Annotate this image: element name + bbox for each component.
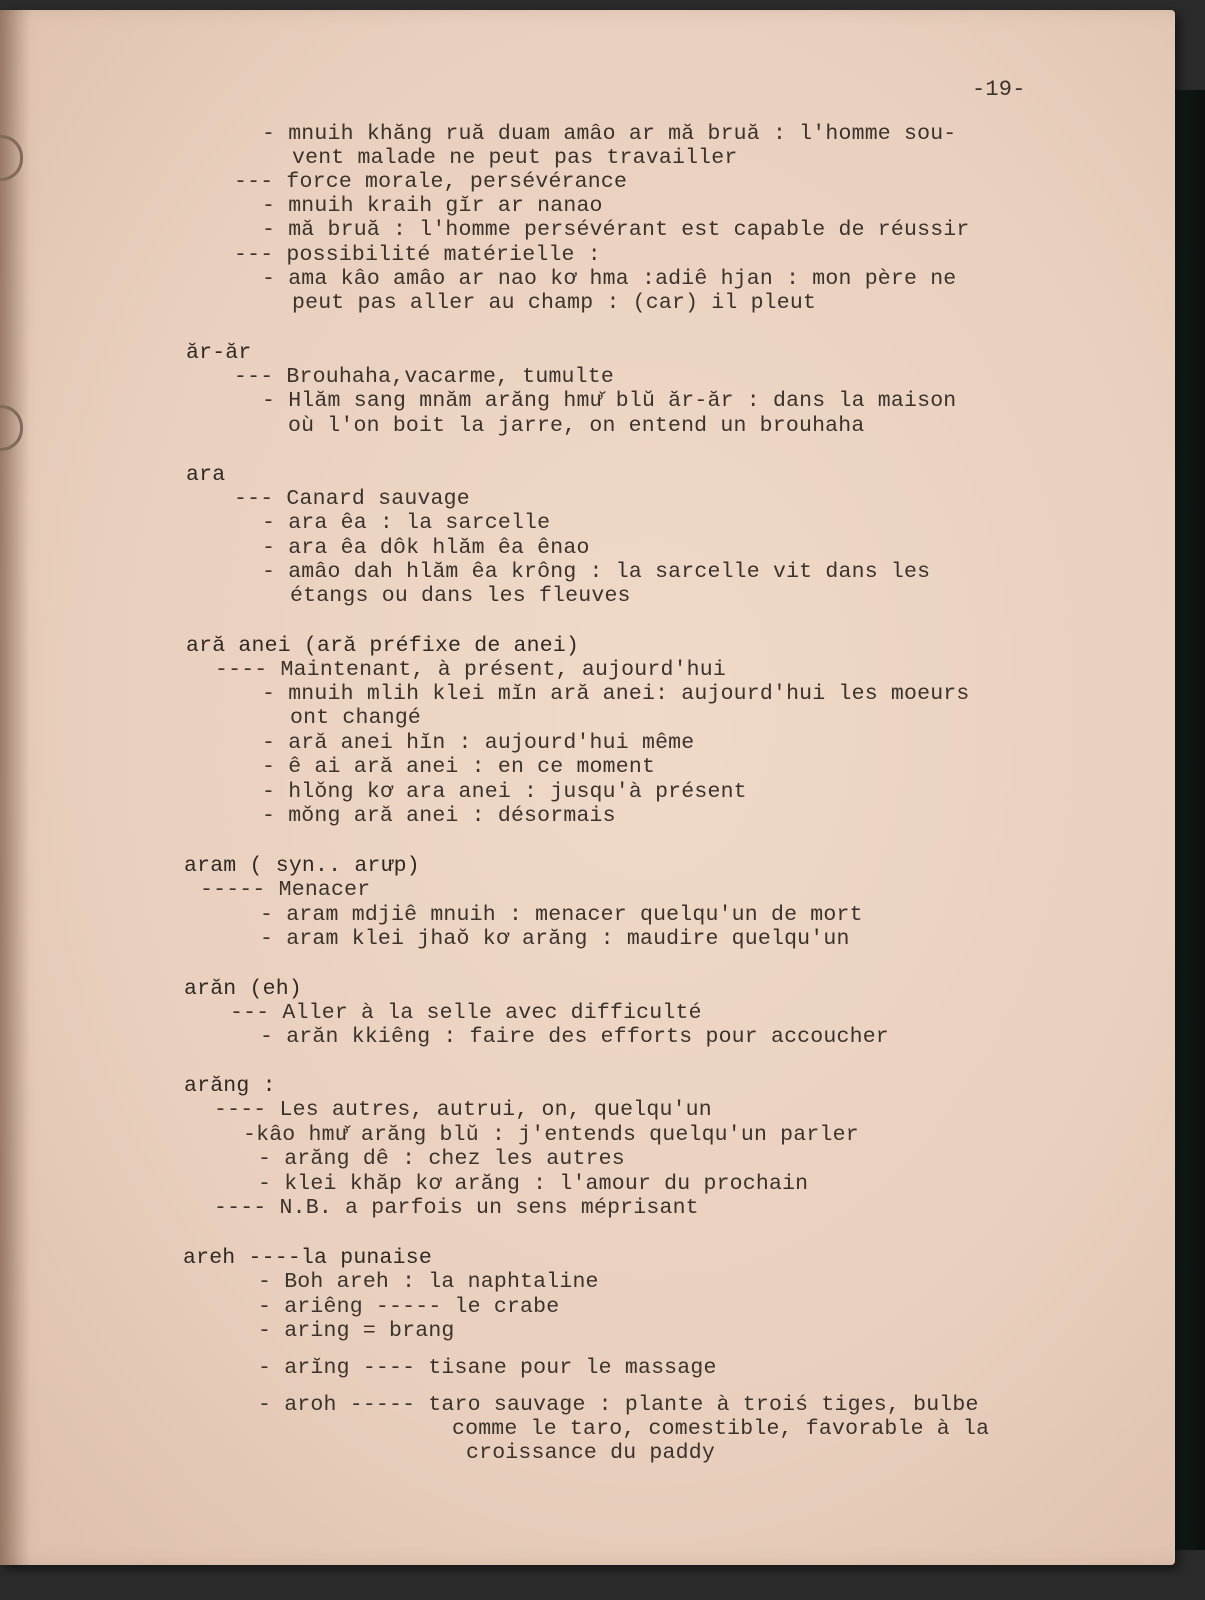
example-line: - ară anei hĭn : aujourd'hui même [262, 731, 695, 755]
example-continuation: étangs ou dans les fleuves [290, 584, 631, 608]
example-line: - amâo dah hlăm êa krông : la sarcelle vit dans les [262, 560, 931, 584]
definition-line: --- possibilité matérielle : [234, 243, 601, 267]
definition-line: ---- Maintenant, à présent, aujourd'hui [215, 658, 726, 682]
example-line: - arĭng ---- tisane pour le massage [258, 1356, 717, 1380]
entry-headword: ara [186, 463, 226, 487]
example-line: - mnuih kraih gĭr ar nanao [262, 194, 603, 218]
example-continuation: croissance du paddy [466, 1441, 715, 1465]
definition-line: --- Brouhaha,vacarme, tumulte [234, 365, 614, 389]
entry-headword: arăn (eh) [184, 977, 302, 1001]
definition-line: ---- Les autres, autrui, on, quelqu'un [214, 1098, 712, 1122]
example-line: - ê ai ară anei : en ce moment [262, 755, 656, 779]
example-line: - Hlăm sang mnăm arăng hmư̆ blŭ ăr-ăr : dans la maison [262, 389, 957, 413]
definition-line: --- Aller à la selle avec difficulté [230, 1001, 702, 1025]
example-continuation: peut pas aller au champ : (car) il pleut [292, 291, 817, 315]
entry-headword: ară anei (ară préfixe de anei) [186, 634, 580, 658]
example-line: - arăng dê : chez les autres [258, 1147, 625, 1171]
example-line: - ariêng ----- le crabe [258, 1295, 560, 1319]
entry-headword: aram ( syn.. arưp) [184, 854, 420, 878]
entry-headword: ăr-ăr [186, 341, 252, 365]
entry-headword: areh ----la punaise [183, 1246, 432, 1270]
example-line: - Boh areh : la naphtaline [258, 1270, 599, 1294]
example-line: - mŏng ară anei : désormais [262, 804, 616, 828]
example-line: - mă bruă : l'homme persévérant est capable de réussir [262, 218, 970, 242]
entry-headword: arăng : [184, 1074, 276, 1098]
example-line: - klei khăp kơ arăng : l'amour du prochain [258, 1172, 809, 1196]
definition-line: --- Canard sauvage [234, 487, 470, 511]
example-line: - ara êa : la sarcelle [262, 511, 551, 535]
typewritten-page [0, 10, 1175, 1565]
example-line: - aring = brang [258, 1319, 455, 1343]
example-line: - mnuih mlih klei mĭn ară anei: aujourd'hui les moeurs [262, 682, 970, 706]
example-line: - ama kâo amâo ar nao kơ hma :adiê hjan : mon père ne [262, 267, 957, 291]
example-line: - hlŏng kơ ara anei : jusqu'à présent [262, 780, 747, 804]
example-continuation: ont changé [290, 706, 422, 730]
example-line: - aram klei jhaŏ kơ arăng : maudire quelqu'un [260, 927, 850, 951]
example-continuation: vent malade ne peut pas travailler [292, 146, 738, 170]
example-continuation: où l'on boit la jarre, on entend un brouhaha [288, 414, 865, 438]
example-continuation: comme le taro, comestible, favorable à la [452, 1417, 990, 1441]
example-line: - arăn kkiêng : faire des efforts pour accoucher [260, 1025, 889, 1049]
page-number: -19- [972, 77, 1026, 102]
definition-line: ---- N.B. a parfois un sens méprisant [214, 1196, 699, 1220]
example-line: - ara êa dôk hlăm êa ênao [262, 536, 590, 560]
example-line: - aroh ----- taro sauvage : plante à troiś tiges, bulbe [258, 1393, 979, 1417]
definition-line: --- force morale, persévérance [234, 170, 628, 194]
definition-line: ----- Menacer [200, 878, 371, 902]
example-line: -kâo hmư̆ arăng blŭ : j'entends quelqu'un parler [243, 1123, 859, 1147]
example-line: - aram mdjiê mnuih : menacer quelqu'un de mort [260, 903, 863, 927]
example-line: - mnuih khăng ruă duam amâo ar mă bruă : l'homme sou- [262, 122, 957, 146]
page-text [0, 10, 1175, 1565]
